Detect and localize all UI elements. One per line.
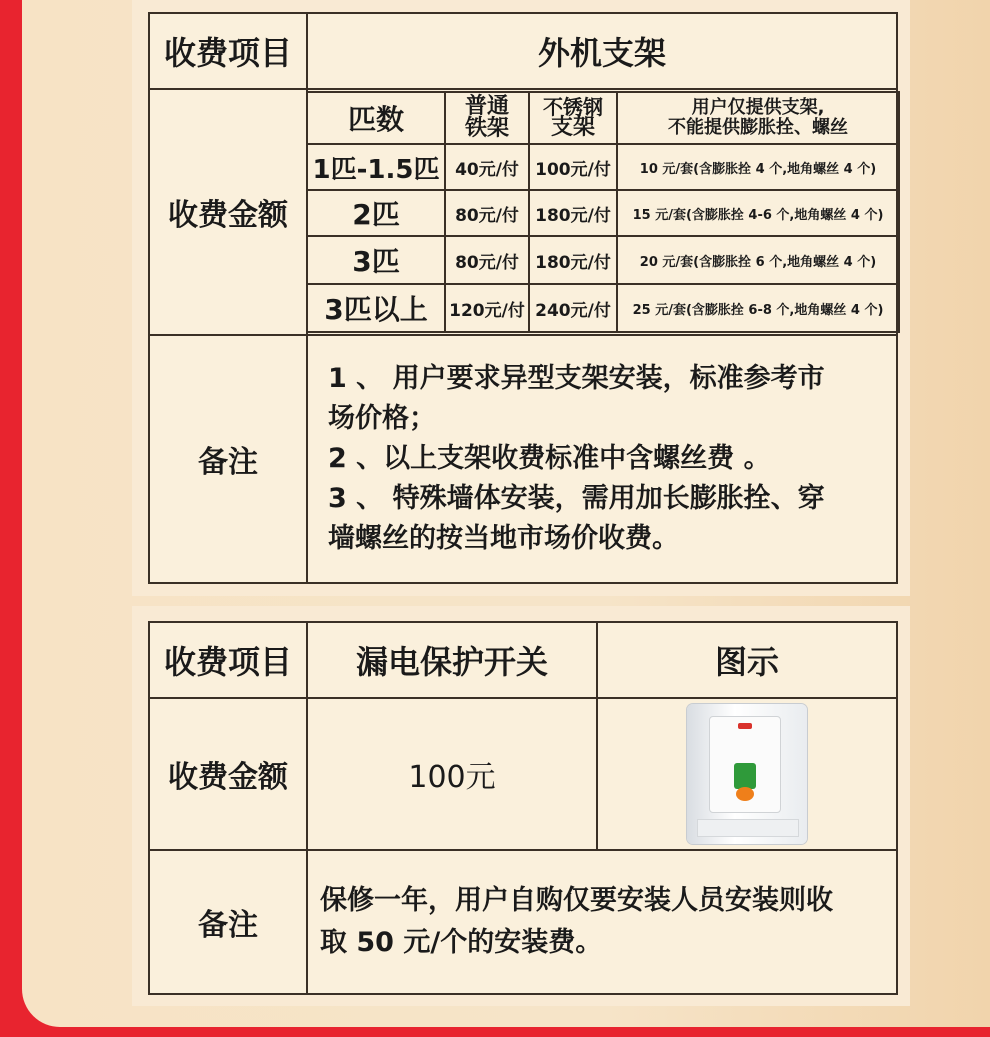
note-text: 1 、 用户要求异型支架安装，标准参考市 场价格； 2 、以上支架收费标准中含螺丝费 。 3 、 特殊墙体安装，需用加长膨胀拴、穿 墙螺丝的按当地市场价收费。	[307, 335, 897, 583]
steel-cell: 240元/付	[529, 284, 617, 332]
fee-grid	[306, 91, 900, 333]
leakage-switch-image	[687, 704, 807, 844]
steel-cell: 100元/付	[529, 144, 617, 190]
toggle-icon	[734, 763, 756, 789]
table-row	[307, 190, 899, 236]
switch-face	[709, 716, 781, 813]
item-label: 收费项目	[149, 13, 307, 89]
table-row	[307, 144, 899, 190]
fee-value: 100元	[307, 698, 597, 850]
pi-cell: 2匹	[307, 190, 445, 236]
table-row	[307, 236, 899, 284]
bracket-fee-table	[148, 12, 898, 584]
fee-label: 收费金额	[149, 698, 307, 850]
iron-header: 普通 铁架	[445, 92, 529, 144]
switch-base	[697, 819, 799, 837]
item-title: 漏电保护开关	[307, 622, 597, 698]
test-button-icon	[736, 787, 754, 801]
user-header: 用户仅提供支架, 不能提供膨胀拴、螺丝	[617, 92, 899, 144]
user-cell: 10 元/套(含膨胀拴 4 个,地角螺丝 4 个)	[617, 144, 899, 190]
iron-cell: 40元/付	[445, 144, 529, 190]
user-cell: 15 元/套(含膨胀拴 4-6 个,地角螺丝 4 个)	[617, 190, 899, 236]
pi-cell: 3匹以上	[307, 284, 445, 332]
iron-cell: 80元/付	[445, 236, 529, 284]
pi-cell: 3匹	[307, 236, 445, 284]
switch-fee-table	[148, 621, 898, 995]
note-label: 备注	[149, 850, 307, 994]
note-label: 备注	[149, 335, 307, 583]
steel-header: 不锈钢 支架	[529, 92, 617, 144]
image-header: 图示	[597, 622, 897, 698]
note-text: 保修一年，用户自购仅要安装人员安装则收 取 50 元/个的安装费。	[307, 850, 897, 994]
pi-header: 匹数	[307, 92, 445, 144]
item-label: 收费项目	[149, 622, 307, 698]
iron-cell: 80元/付	[445, 190, 529, 236]
table-row	[307, 284, 899, 332]
user-cell: 20 元/套(含膨胀拴 6 个,地角螺丝 4 个)	[617, 236, 899, 284]
switch-image-cell	[597, 698, 897, 850]
iron-cell: 120元/付	[445, 284, 529, 332]
fee-grid-cell	[307, 89, 897, 335]
steel-cell: 180元/付	[529, 236, 617, 284]
pi-cell: 1匹-1.5匹	[307, 144, 445, 190]
item-title: 外机支架	[307, 13, 897, 89]
indicator-icon	[738, 723, 752, 729]
steel-cell: 180元/付	[529, 190, 617, 236]
user-cell: 25 元/套(含膨胀拴 6-8 个,地角螺丝 4 个)	[617, 284, 899, 332]
fee-label: 收费金额	[149, 89, 307, 335]
